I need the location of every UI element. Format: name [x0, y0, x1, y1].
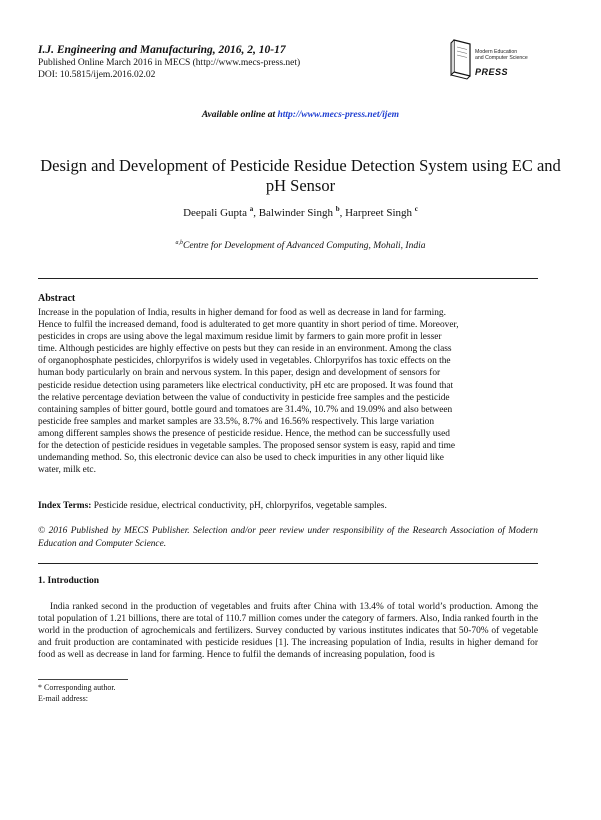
author-name: Deepali Gupta	[183, 207, 250, 219]
footnote-corresponding: * Corresponding author.	[38, 683, 116, 692]
publisher-logo	[448, 38, 556, 84]
author-name: Harpreet Singh	[345, 207, 415, 219]
abstract-line: Increase in the population of India, results in higher demand for food as well as decrease in land for farming.	[38, 308, 446, 318]
author-affiliation-mark: c	[414, 205, 418, 213]
index-terms: Index Terms: Pesticide residue, electrical conductivity, pH, chlorpyrifos, vegetable samples.	[38, 501, 387, 511]
abstract-line: among different samples shows the presence of pesticide residue. Hence, the method can be successfully used	[38, 428, 450, 439]
author-name: Balwinder Singh	[258, 207, 336, 219]
journal-citation: I.J. Engineering and Manufacturing, 2016, 2, 10-17	[38, 44, 286, 56]
logo-wordmark: Modern Education and Computer Science	[475, 49, 528, 61]
abstract-line: pesticides in crops are using above the legal maximum residue limit by farmers to gain more profit in lesser	[38, 332, 442, 343]
abstract-line: for the detection of pesticide residues in vegetable samples. The proposed sensor system is easy, rapid and time	[38, 441, 456, 452]
logo-press: PRESS	[475, 67, 509, 77]
book-icon	[448, 38, 474, 82]
journal-header	[38, 44, 438, 81]
abstract-heading: Abstract	[38, 293, 76, 304]
abstract-line: undemanding method. So, this electronic device can also be used to check impurities in any other liquid like	[38, 453, 444, 464]
abstract-line: time. Although pesticides are highly effective on pests but they can reside in an environment. Among the class	[38, 344, 452, 355]
doi: DOI: 10.5815/ijem.2016.02.02	[38, 70, 156, 80]
introduction-heading: 1. Introduction	[38, 576, 100, 586]
abstract-line: of organophosphate pesticides, chlorpyrifos is widely used in vegetables. Chlorpyrifos has toxic effects on the	[38, 356, 451, 367]
paper-title: Design and Development of Pesticide Residue Detection System using EC and pH Sensor	[40, 156, 561, 195]
availability-line: Available online at http://www.mecs-press.net/ijem	[201, 110, 400, 120]
abstract-line: human body particularly on brain and nervous system. In this paper, design and development of sensors for	[38, 368, 441, 379]
footnote-email: E-mail address:	[38, 694, 88, 703]
affiliation: $^{a,b}$Centre for Development of Advanced Computing, Mohali, India	[175, 240, 426, 251]
footnote-divider	[38, 679, 128, 680]
abstract-line: the relative percentage deviation between the value of conductivity in pesticide free samples and the pesticide	[38, 392, 450, 403]
abstract-body	[38, 307, 538, 476]
top-divider	[38, 278, 538, 279]
abstract-line: pesticide free samples and market samples are 33.5%, 8.7% and 16.56% respectively. This large variation	[38, 416, 435, 427]
publication-info: Published Online March 2016 in MECS (http://www.mecs-press.net)	[38, 58, 301, 68]
copyright-notice: © 2016 Published by MECS Publisher. Selection and/or peer review under responsibility of the Research Association of Modern Education and Computer Science.	[38, 526, 538, 549]
introduction-body: India ranked second in the production of vegetables and fruits after China with 13.4% of total world’s production. Among the total population of 1.21 billions, there are total of 110.7 million comes under the category of farmers. Also, India ranked fourth in the world in the production of agrochemicals and fertilizers. Survey conducted by various institutes indicates that 50-70% of vegetable and fruit production are contaminated with pesticide residues [1]. The increasing population of India, results in higher demand for food as well as decrease in land for farming. Hence to fulfil the demands of increasing population, food is	[38, 602, 538, 661]
abstract-line: Hence to fulfil the increased demand, food is adulterated to get more quantity in short period of time. Moreover,	[38, 320, 459, 331]
abstract-line: pesticide residue detection using parameters like electrical conductivity, pH etc are proposed. It was found that	[38, 380, 454, 391]
abstract-line: water, milk etc.	[38, 465, 96, 476]
abstract-line: containing samples of bitter gourd, bottle gourd and tomatoes are 31.4%, 10.7% and 19.09% and also between	[38, 404, 453, 415]
bottom-divider	[38, 563, 538, 564]
author-affiliation-mark: a	[249, 205, 254, 213]
journal-link[interactable]: http://www.mecs-press.net/ijem	[277, 110, 400, 120]
author-list: Deepali Gupta $^a$, Balwinder Singh $^b$, Harpreet Singh $^c$	[183, 205, 418, 219]
author-affiliation-mark: b	[335, 205, 340, 213]
